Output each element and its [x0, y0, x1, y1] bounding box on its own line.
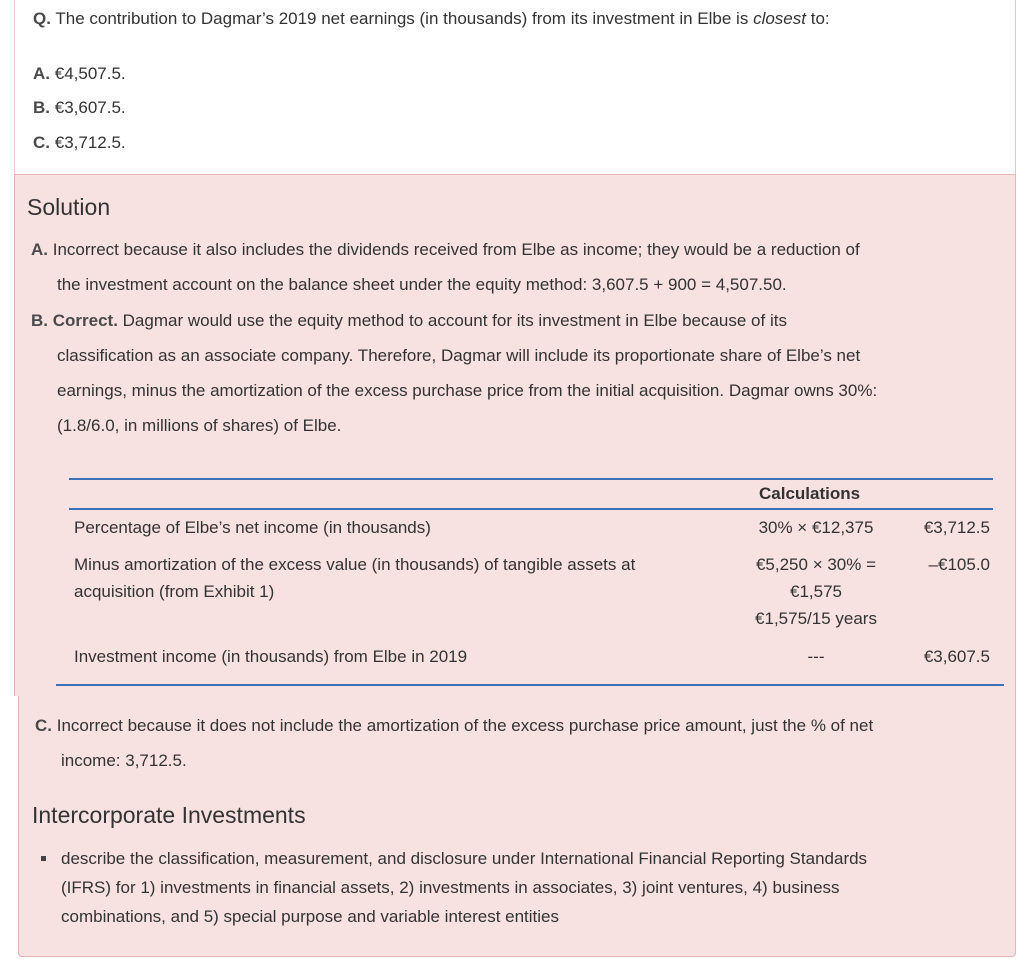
option-a-text: €4,507.5.: [54, 64, 126, 83]
option-a[interactable]: [33, 63, 126, 85]
table-header-rule: [69, 508, 993, 510]
question-panel: [14, 0, 1016, 174]
row-2-calculation-3: €1,575/15 years: [755, 609, 877, 628]
question-text-before: The contribution to Dagmar’s 2019 net earnings (in thousands) from its investment in Elbe is: [55, 9, 749, 28]
solution-b-line-1: [31, 303, 787, 338]
solution-lower-panel: [18, 696, 1016, 957]
row-3-value: €3,607.5: [923, 647, 990, 666]
bullet-line-2: (IFRS) for 1) investments in financial assets, 2) investments in associates, 3) joint ventures, 4) business: [61, 878, 840, 897]
option-a-key: A.: [33, 64, 50, 83]
solution-panel: [14, 174, 1016, 696]
option-b[interactable]: [33, 97, 126, 119]
solution-c-line-2: income: 3,712.5.: [61, 751, 187, 770]
solution-title: Solution: [27, 194, 111, 220]
solution-a-line-2: the investment account on the balance sheet under the equity method: 3,607.5 + 900 = 4,507.50.: [57, 275, 787, 294]
solution-b-text-1: Dagmar would use the equity method to account for its investment in Elbe because of its: [122, 311, 787, 330]
solution-a-key: A.: [31, 240, 48, 259]
solution-b-line-4: (1.8/6.0, in millions of shares) of Elbe.: [57, 416, 342, 435]
option-c-text: €3,712.5.: [54, 133, 126, 152]
solution-c-line-1: [35, 708, 873, 743]
calculations-header: Calculations: [759, 484, 861, 503]
row-1-description: Percentage of Elbe’s net income (in thousands): [74, 518, 431, 537]
question-text: [33, 8, 830, 30]
solution-c-key: C.: [35, 716, 52, 735]
option-b-text: €3,607.5.: [54, 98, 126, 117]
solution-c-text-1: Incorrect because it does not include the amortization of the excess purchase price amount, just the % of net: [56, 716, 874, 735]
solution-b-lead: Correct.: [52, 311, 118, 330]
topic-title: Intercorporate Investments: [32, 802, 306, 828]
row-2-value: –€105.0: [928, 555, 990, 574]
question-emphasis: closest: [753, 9, 806, 28]
row-1-calculation: 30% × €12,375: [758, 518, 874, 537]
bullet-icon: [41, 856, 46, 861]
row-1-value: €3,712.5: [923, 518, 990, 537]
row-3-description: Investment income (in thousands) from Elbe in 2019: [74, 647, 468, 666]
row-2-description-2: acquisition (from Exhibit 1): [74, 582, 275, 601]
row-2-description-1: Minus amortization of the excess value (in thousands) of tangible assets at: [74, 555, 636, 574]
solution-b-key: B.: [31, 311, 48, 330]
solution-b-line-2: classification as an associate company. Therefore, Dagmar will include its proportionate share of Elbe’s net: [57, 346, 861, 365]
row-2-calculation-2: €1,575: [790, 582, 842, 601]
solution-a-text-1: Incorrect because it also includes the dividends received from Elbe as income; they would be a reduction of: [52, 240, 860, 259]
bullet-line-3: combinations, and 5) special purpose and variable interest entities: [61, 907, 560, 926]
table-bottom-rule: [56, 684, 1004, 686]
option-c-key: C.: [33, 133, 50, 152]
solution-b-line-3: earnings, minus the amortization of the excess purchase price from the initial acquisition. Dagmar owns 30%:: [57, 381, 878, 400]
row-3-calculation: ---: [807, 647, 825, 666]
bullet-line-1: describe the classification, measurement, and disclosure under International Financial Reporting Standards: [61, 849, 868, 868]
question-text-after: to:: [810, 9, 830, 28]
option-c[interactable]: [33, 132, 126, 154]
option-b-key: B.: [33, 98, 50, 117]
row-2-calculation-1: €5,250 × 30% =: [755, 555, 877, 574]
question-prefix: Q.: [33, 9, 51, 28]
table-top-rule: [69, 478, 993, 480]
solution-a-line-1: [31, 232, 860, 267]
